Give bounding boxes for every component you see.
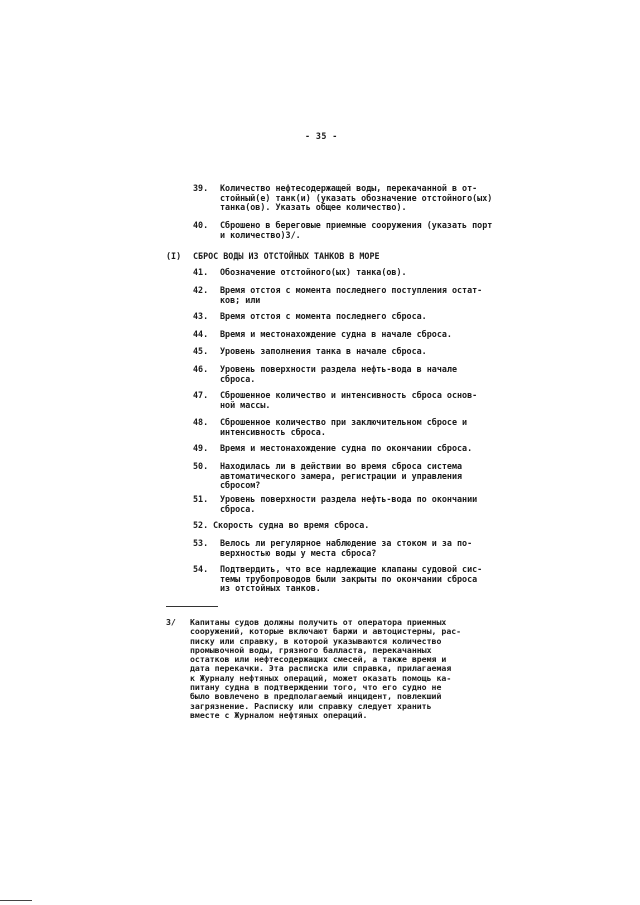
footnote-mark: 3/ [166,617,176,627]
item-number: 45. [193,346,209,356]
item-text: Уровень заполнения танка в начале сброса. [220,346,427,356]
item-text: Находилась ли в действии во время сброса система автоматического замера, регистрации и управления сбросом? [220,461,463,491]
item-text: Время отстоя с момента последнего сброса. [220,311,427,321]
item-number: 54. [193,564,209,574]
item-number: 52. [193,520,209,530]
footnote-text: Капитаны судов должны получить от оператора приемных сооружений, которые включают баржи и автоцистерны, рас- писку или справку, в которой указываются количество промывочной воды, грязного балласта, перекачанных остатков или нефтесодержащих смесей, а также время и дата перекачки. Эта расписка или справка, прилагаемая к Журналу нефтяных операций, может оказать помощь ка- питану судна в подтверждении того, что его судно не было вовлечено в предполагаемый инцидент, повлекший загрязнение. Расписку или справку следует хранить вместе с Журналом нефтяных операций. [190,617,462,720]
footnote-divider [166,606,218,607]
item-number: 44. [193,329,209,339]
item-number: 46. [193,364,209,374]
item-number: 50. [193,461,209,471]
item-text: Сброшенное количество при заключительном сбросе и интенсивность сброса. [220,417,468,437]
scan-edge-line [0,900,32,901]
section-title: СБРОС ВОДЫ ИЗ ОТСТОЙНЫХ ТАНКОВ В МОРЕ [193,251,380,261]
item-text: Время отстоя с момента последнего поступления остат- ков; или [220,285,483,305]
item-number: 40. [193,220,209,230]
item-number: 43. [193,311,209,321]
item-number: 53. [193,538,209,548]
item-text: Подтвердить, что все надлежащие клапаны судовой сис- темы трубопроводов были закрыты по окончании сброса из отстойных танков. [220,564,483,594]
item-number: 49. [193,443,209,453]
item-number: 48. [193,417,209,427]
item-text: Время и местонахождение судна по окончании сброса. [220,443,473,453]
page-number: - 35 - [305,131,338,141]
item-number: 39. [193,183,209,193]
item-text: Уровень поверхности раздела нефть-вода в начале сброса. [220,364,457,384]
item-text: Время и местонахождение судна в начале сброса. [220,329,452,339]
item-text: Сброшено в береговые приемные сооружения (указать порт и количество)3/. [220,220,493,240]
item-text: Велось ли регулярное наблюдение за стоком и за по- верхностью воды у места сброса? [220,538,473,558]
item-number: 51. [193,494,209,504]
item-text: Уровень поверхности раздела нефть-вода по окончании сброса. [220,494,478,514]
item-text: Количество нефтесодержащей воды, перекачанной в от- стойный(е) танк(и) (указать обозначение отстойного(ых) танка(ов). Указать общее количество). [220,183,493,213]
item-text: Обозначение отстойного(ых) танка(ов). [220,267,407,277]
section-marker: (I) [166,251,182,261]
item-number: 42. [193,285,209,295]
item-text: Сброшенное количество и интенсивность сброса основ- ной массы. [220,390,478,410]
item-number: 41. [193,267,209,277]
item-number: 47. [193,390,209,400]
item-text: Скорость судна во время сброса. [213,520,370,530]
